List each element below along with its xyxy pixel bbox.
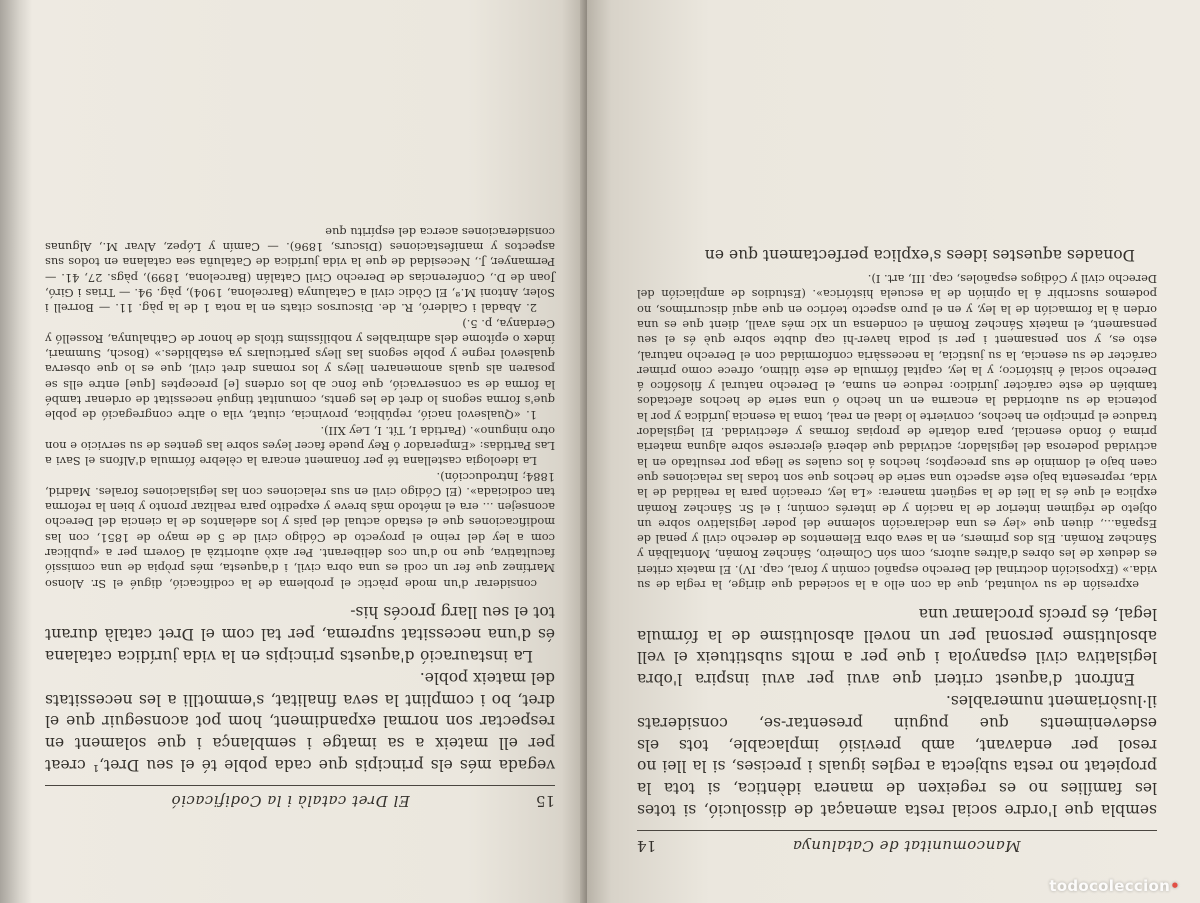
right-page-content <box>637 155 1157 855</box>
page-edge-shadow <box>0 0 32 903</box>
right-paragraph-2: Enfront d'aquest criteri que avui per avui inspira l'obra legislativa civil espanyola i que per a molts substitueix el vell absolutisme personal per un novell absolutisme de la fórmula legal, és precís proclamar una <box>637 604 1157 689</box>
right-page-body <box>637 602 1157 820</box>
right-page-body-end <box>637 243 1157 265</box>
left-page-content <box>45 150 555 810</box>
left-page-header <box>45 785 555 810</box>
right-paragraph-3: Donades aquestes idees s'explica perfectament que en <box>704 245 1135 264</box>
left-footnote-0: considerar d'un mode pràctic el problema de la codificació, digué el Sr. Alonso Martínez que fer un codi es una obra civil, i d'aquesta, més pròpia de una comissió facultativa, que no d'un cos deliberant. Per això autoritzà al Govern per a «publicar com a ley del reino el proyecto de Código civil de 5 de mayo de 1851, con las modificaciones que el estado actual del país y los adelantos de la ciencia del Derecho aconsejen ... era el método más breve y expedito para realizar pronto y bien la reforma tan codiciada». (El Código civil en sus relaciones con las legislaciones forales. Madrid, 1884; Introducción). <box>45 469 555 591</box>
left-footnote-1: La ideologia castellana té per fonament encara la cèlebre fórmula d'Alfons el Savi a Las Partidas: «Emperador ó Rey puede facer leyes sobre las gentes de su servicio e non otro ninguno». (Partida I, Tít. I, Ley XII). <box>45 423 555 469</box>
left-footnotes <box>45 224 555 591</box>
left-page <box>0 0 585 903</box>
left-running-title: El Dret català i la Codificació <box>171 792 410 810</box>
left-footnote-3: 2. Abadal i Calderó, R. de. Discursos citats en la nota 1 de la pàg. 11. — Borrell i Soler, Antoni M.ª, El Còdic civil a Catalunya (Barcelona, 1904), pàg. 94. — Trias i Giró, Joan de D., Conferencias de Derecho Civil Catalán (Barcelona, 1899), pàgs. 27, 41. — Permanyer, J., Necesidad de que la vida jurídica de Cataluña sea catalana en todos sus aspectos y manifestaciones (Discurs, 1896). — Camín y López, Alvar M., Algunas consideraciones acerca del espíritu que <box>45 224 555 316</box>
watermark-logo <box>1049 877 1180 895</box>
right-paragraph-1: sembla que l'ordre social resta amenaçat de dissolució, si totes les famílies no es regeixen de manera idèntica, si tota la propietat no resta subjecta a regles iguals i precises, si la llei no resol per endavant, amb previsió implacable, tots els esdeveniments que puguin presentar-se, considerats il·lusòriament numerables. <box>637 692 1157 819</box>
right-page-number: 14 <box>637 837 657 855</box>
left-paragraph-2: La instauració d'aquests principis en la vida jurídica catalana és d'una necessitat suprema, per tal com el Dret català durant tot el seu llarg procés his- <box>45 603 555 666</box>
left-page-body <box>45 601 555 775</box>
left-footnote-2: 1. «Qualsevol nació, república, provincia, ciutat, vila o altre congregació de poble que's forma segons lo dret de les gents, comunitat tingué necessitat de ordenar també la forma de sa conservació, que fonc ab los ordens [e] preceptes [que] entre ells se posaren als quals anomenaren lleys y los romans dret civil, que es lo que observa qualsevol regne y poble segons las lleys particulars ya establides.» (Bosch, Summari, índex o epítome dels admirables y nobilíssims títols de honor de Cathalunya, Rosselló y Cerdanya, p. 5.) <box>45 316 555 423</box>
left-paragraph-1: vegada més els principis que cada poble té el seu Dret,¹ creat per ell mateix a sa imatge i semblança i que solament en respectar son normal expandiment, hom pot aconseguir que el dret, bo i complint la seva finalitat, s'emmotlli a les necessitats del mateix poble. <box>45 668 555 774</box>
right-page-header <box>637 830 1157 855</box>
right-page <box>587 0 1200 903</box>
watermark-text: todocoleccion <box>1049 877 1171 895</box>
right-footnote-text: expresión de su voluntad, que da con ello a la sociedad que dirige, la regla de su vida.» (Exposición doctrinal del Derecho español común y foral, cap. IV). El mateix criteri es deduex de les obres d'altres autors, com són Colmeiro, Sánchez Román, Montalbán y Sánchez Román. Els dos primers, en la seva obra Elementos de derecho civil y penal de España..., diuen que «ley es una declaración solemne del poder legislativo sobre un objeto de régimen interior de la nación y de interés común; i el Sr. Sánchez Román explica el que és la llei de la següent manera: «La ley, creación para la realidad de la vida, representa bajo este aspecto una serie de hechos que son todas las relaciones que caen bajo el dominio de sus preceptos; hechos á los cuales se llega por resultado en la actividad poderosa del legislador; actividad que deberá ejercerse sobre alguna materia prima ó fondo esencial, para dotarle de propias formas y efectividad. El legislador traduce el principio en hechos, convierte lo ideal en real, toma la esencia jurídica y por la potencia de su autoridad la encarna en un hecho ó una serie de hechos afectados también de este carácter jurídico: reduce en suma, el Derecho natural y filosófico á Derecho social é histórico; y la ley, capital fórmula de este último, ofrece como primer carácter de su esencia, la su justícia, la necessària conformidad con el Derecho natural, esto es, y son pensament i per si podia haver-hi cap dubte sobre què és el seu pensament, el mateix Sánchez Román el condensa un xic més avall, dient que es una orden à la formación de la ley, y en el puro aspecto teórico en que aquí discurrimos, no podemos suscribir á la opinión de la escuela histórica». (Estudios de ampliación del Derecho civil y Códigos españoles, cap. III, art. I). <box>637 272 1157 593</box>
right-running-title: Mancomunitat de Catalunya <box>792 837 1021 855</box>
right-footnotes <box>637 271 1157 592</box>
left-page-number: 15 <box>535 792 555 810</box>
watermark-dot-icon: • <box>1170 877 1180 895</box>
